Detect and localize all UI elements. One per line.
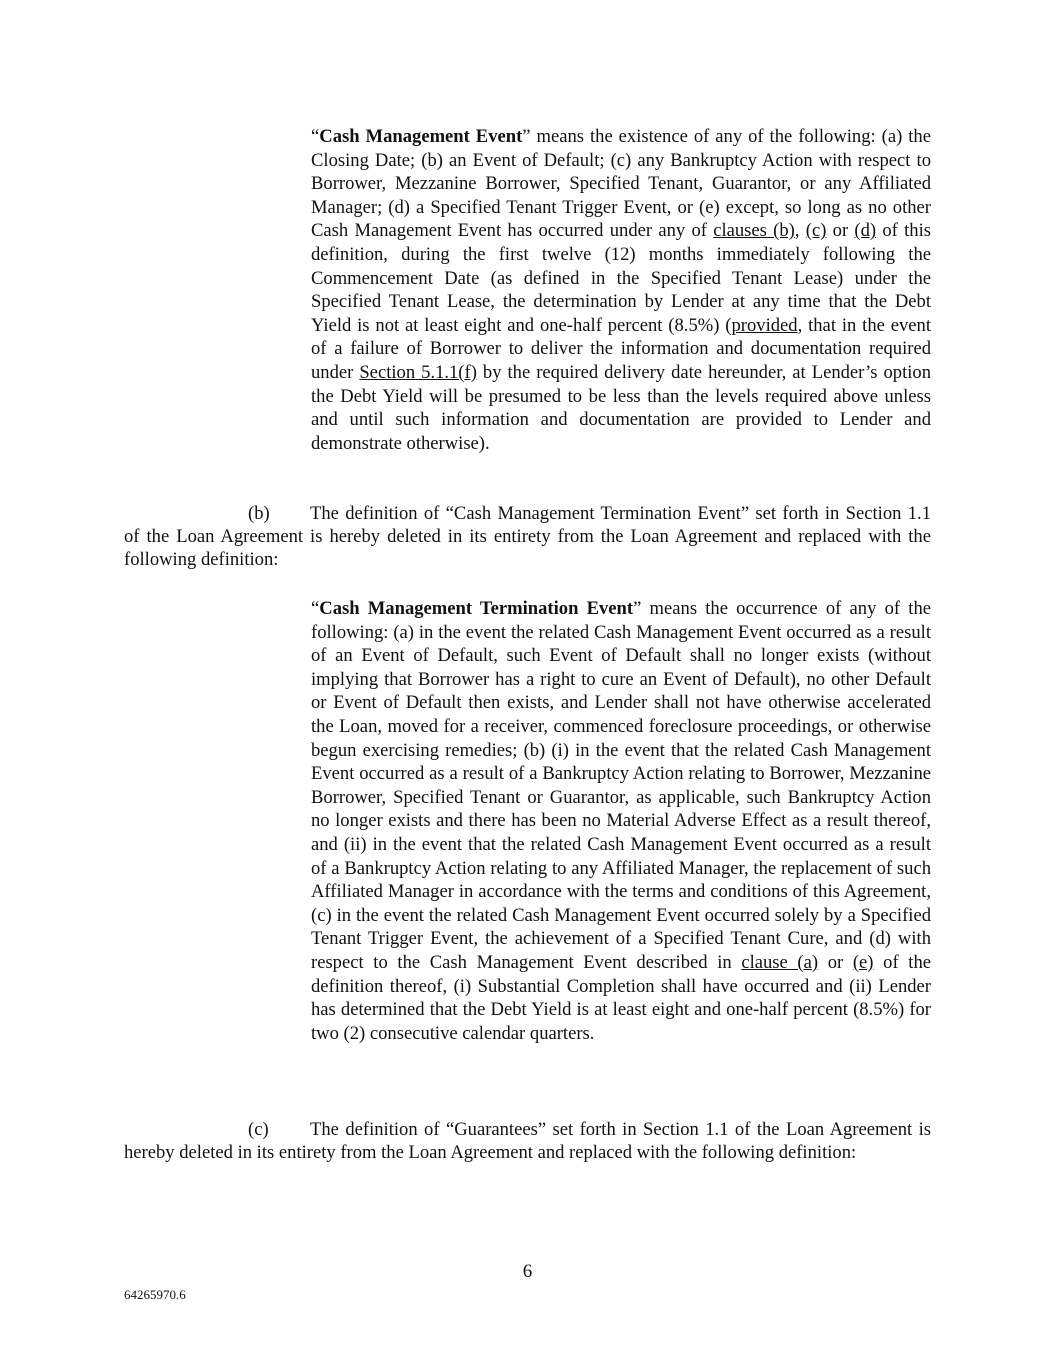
definition-text: of the definition thereof, (i) Substantial Completion shall have occurred and (ii) Lender has determined that the Debt Yield is at least eight and one-half percent (8.5%) for two (2) consecutive calendar quarters. [311,951,931,1044]
paragraph-text: The definition of “Cash Management Termination Event” set forth in Section 1.1 of the Loan Agreement is hereby deleted in its entirety from the Loan Agreement and replaced with the following definition: [124,503,931,571]
separator: or [826,220,855,242]
definition-cash-management-event [311,125,931,455]
paragraph-label: (b) [248,503,270,524]
definition-text: means the occurrence of any of the following: (a) in the event the related Cash Management Event occurred as a result of an Event of Default, such Event of Default shall no longer exists (without implying that Borrower has a right to cure an Event of Default), no other Default or Event of Default then exists, and Lender shall not have otherwise accelerated the Loan, moved for a receiver, commenced foreclosure proceedings, or otherwise begun exercising remedies; (b) (i) in the event that the related Cash Management Event occurred as a result of a Bankruptcy Action relating to Borrower, Mezzanine Borrower, Specified Tenant or Guarantor, as applicable, such Bankruptcy Action no longer exists and there has been no Material Adverse Effect as a result thereof, and (ii) in the event that the related Cash Management Event occurred as a result of a Bankruptcy Action relating to any Affiliated Manager, the replacement of such Affiliated Manager in accordance with the terms and conditions of this Agreement, (c) in the event the related Cash Management Event occurred solely by a Specified Tenant Trigger Event, the achievement of a Specified Tenant Cure, and (d) with respect to the Cash Management Event described in [311,598,931,973]
cross-reference: clauses (b) [713,220,795,242]
cross-reference: Section 5.1.1(f) [359,361,477,383]
open-quote: “ [311,598,320,619]
definition-text: , that in the event of a failure of Borrower to deliver the information and documentation required under [311,314,931,383]
definition-text: by the required delivery date hereunder, at Lender’s option the Debt Yield will be presumed to be less than the levels required above unless and until such information and documentation are provided to Lender and demonstrate otherwise). [311,361,931,454]
document-id: 64265970.6 [124,1287,186,1302]
open-quote: “ [311,126,320,147]
close-quote: ” [633,598,642,619]
proviso-term: provided [731,314,798,336]
close-quote: ” [522,126,531,147]
separator: , [794,220,806,242]
paragraph-label: (c) [248,1119,269,1140]
paragraph-c [124,1118,931,1164]
paragraph-text: The definition of “Guarantees” set forth in Section 1.1 of the Loan Agreement is hereby deleted in its entirety from the Loan Agreement and replaced with the following definition: [124,1119,931,1164]
defined-term: Cash Management Termination Event [319,598,634,619]
definition-text: means the existence of any of the following: (a) the Closing Date; (b) an Event of Default; (c) any Bankruptcy Action with respect to Borrower, Mezzanine Borrower, Specified Tenant, Guarantor, or any Affiliated Manager; (d) a Specified Tenant Trigger Event, or (e) except, so long as no other Cash Management Event has occurred under any of [311,126,931,242]
cross-reference: clause (a) [741,951,819,973]
cross-reference: (d) [854,220,877,242]
page-number: 6 [522,1261,533,1282]
definition-text: of this definition, during the first twelve (12) months immediately following the Commencement Date (as defined in the Specified Tenant Lease) under the Specified Tenant Lease, the determination by Lender at any time that the Debt Yield is not at least eight and one-half percent (8.5%) ( [311,220,931,336]
definition-cash-management-termination-event [311,597,931,1045]
paragraph-b [124,502,931,572]
defined-term: Cash Management Event [319,126,523,147]
separator: or [818,951,853,973]
cross-reference: (e) [852,951,874,973]
cross-reference: (c) [805,220,827,242]
